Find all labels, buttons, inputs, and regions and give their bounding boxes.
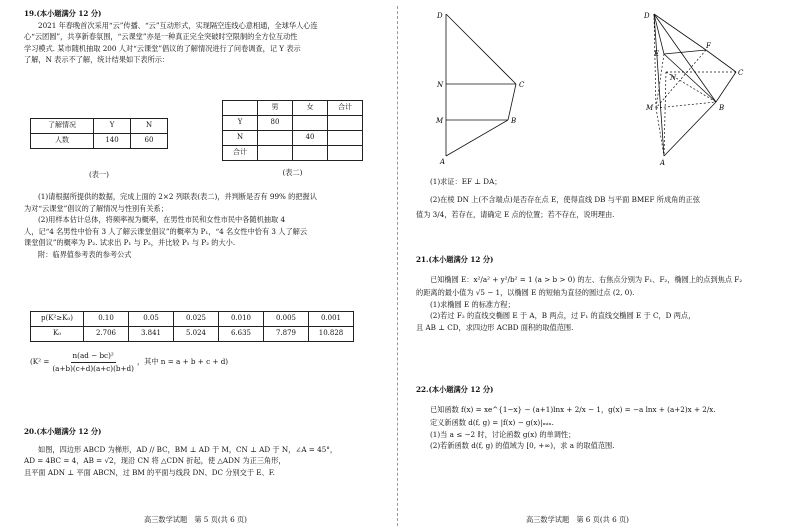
table-cell: Y <box>94 119 131 134</box>
formula-left: (K² = <box>30 357 50 367</box>
q21-line: (1)求椭圆 E 的标准方程； <box>430 299 515 309</box>
table-cell <box>258 146 293 161</box>
q19-intro-line: 2021 年春晚首次采用“云”传播、“云”互动形式，实现隔空连线心意相通，全球华人心连 <box>38 20 318 30</box>
q22-line: 已知函数 f(x) = xe^{1−x} − (a+1)lnx + 2/x − 1，g(x) = −a lnx + (a+2)x + 2/x. <box>430 404 716 414</box>
q19-part2-line: (2)用样本估计总体，将频率视为概率，在男性市民和女性市民中各随机抽取 4 <box>38 215 286 225</box>
table-cell: 0.025 <box>174 312 219 327</box>
table-cell: 0.10 <box>84 312 129 327</box>
question-19 <box>24 8 376 66</box>
critical-value-table <box>30 311 354 342</box>
q21-heading: 21.(本小题满分 12 分) <box>416 255 494 264</box>
table-cell: 0.05 <box>129 312 174 327</box>
table-cell <box>293 146 328 161</box>
table-1-caption: (表一) <box>89 170 109 179</box>
formula-right: ，其中 n = a + b + c + d) <box>136 357 229 367</box>
right-column <box>416 0 774 532</box>
left-column <box>24 0 376 532</box>
formula-fraction <box>52 350 134 374</box>
folded-solid-figure <box>636 6 756 166</box>
table-2-wrap <box>222 100 363 179</box>
table-cell: K₀ <box>31 327 84 342</box>
table-cell: 人数 <box>31 134 94 149</box>
table-cell: 合计 <box>328 101 363 116</box>
q19-intro-line: 心“云团圆”，共享新春氛围，“云课堂”亦是一种真正完全突破时空限制的全方位互动性 <box>24 32 298 42</box>
label-B: B <box>511 117 517 125</box>
q20-line: 且平面 ADN ⊥ 平面 ABCN，过 BM 的平面与线段 DN、DC 分别交于 E、F. <box>24 467 275 477</box>
q20-part-line: 值为 3/4，若存在，请确定 E 点的位置；若不存在，说明理由. <box>416 210 615 220</box>
q20-line: 如图，四边形 ABCD 为梯形，AD // BC，BM ⊥ AD 于 M，CN ⊥ AD 于 N，∠A = 45°， <box>38 444 338 454</box>
label-D: D <box>644 12 650 20</box>
q19-part2-line: 人，记“4 名男性中恰有 3 人了解云课堂倡议”的概率为 P₁，“4 名女性中恰有 3 人了解云 <box>24 226 308 236</box>
table-cell: N <box>131 119 168 134</box>
question-20 <box>24 426 376 478</box>
q19-part1-line: 为对“云课堂”倡议的了解情况与性别有关系； <box>24 203 168 213</box>
table-cell <box>328 131 363 146</box>
chi-square-formula <box>30 350 228 374</box>
q22-line: 定义新函数 d(f, g) = |f(x) − g(x)|ₘᵢₙ. <box>430 418 554 428</box>
q19-intro-line: 学习模式. 某市随机抽取 200 人对“云课堂”倡议的了解情况进行了问卷调查，记 Y 表示 <box>24 43 301 53</box>
table-cell <box>328 116 363 131</box>
table-cell: 女 <box>293 101 328 116</box>
q19-intro-line: 了解，N 表示不了解，统计结果如下表所示： <box>24 55 170 65</box>
table-cell: 0.005 <box>264 312 309 327</box>
appendix-title: 附：临界值参考表的参考公式 <box>38 249 132 259</box>
table-1 <box>30 118 168 149</box>
table-cell: 40 <box>293 131 328 146</box>
q20-line: AD = 4BC = 4，AB = √2，现沿 CN 将 △CDN 折起，使 △ADN 为正三角形， <box>24 456 286 466</box>
label-C: C <box>519 81 525 89</box>
q21-line: 的距离的最小值为 √5 − 1，以椭圆 E 的短轴为直径的圆过点 (2, 0). <box>416 288 635 298</box>
q20-part-line: (2)在棱 DN 上(不含端点)是否存在点 E，使得直线 DB 与平面 BMEF 所成角的正弦 <box>430 194 700 204</box>
formula-numerator: n(ad − bc)² <box>71 350 116 363</box>
page-footer-right: 高三数学试题 第 6 页(共 6 页) <box>526 515 629 525</box>
table-cell <box>258 131 293 146</box>
q22-line: (2)若新函数 d(f, g) 的值域为 [0, +∞)，求 a 的取值范围. <box>430 441 615 451</box>
table-cell: 0.010 <box>219 312 264 327</box>
table-cell: Y <box>223 116 258 131</box>
table-cell: 6.635 <box>219 327 264 342</box>
question-21 <box>416 254 774 333</box>
table-cell: 10.828 <box>309 327 354 342</box>
critical-table-wrap <box>30 311 354 342</box>
table-cell: 男 <box>258 101 293 116</box>
label-M: M <box>436 117 444 125</box>
label-D: D <box>437 12 443 20</box>
q19-part1-line: (1)请根据所提供的数据，完成上面的 2×2 列联表(表二)，并判断是否有 99% 的把握认 <box>38 192 317 201</box>
table-cell: 合计 <box>223 146 258 161</box>
label-E: E <box>654 50 660 58</box>
table-cell <box>223 101 258 116</box>
table-cell <box>293 116 328 131</box>
table-cell: N <box>223 131 258 146</box>
q22-heading: 22.(本小题满分 12 分) <box>416 385 494 394</box>
table-cell <box>328 146 363 161</box>
label-B: B <box>719 104 725 112</box>
table-cell: 3.841 <box>129 327 174 342</box>
q21-line: (2)若过 F₂ 的直线交椭圆 E 于 A，B 两点，过 F₁ 的直线交椭圆 E 于 C，D 两点， <box>430 311 696 321</box>
label-A: A <box>660 159 666 166</box>
q21-line: 且 AB ⊥ CD，求四边形 ACBD 面积的取值范围. <box>416 322 574 332</box>
table-cell: 7.879 <box>264 327 309 342</box>
q22-line: (1)当 a ≤ −2 时，讨论函数 g(x) 的单调性； <box>430 429 576 439</box>
column-divider <box>397 6 398 526</box>
table-cell: 80 <box>258 116 293 131</box>
table-cell: 了解情况 <box>31 119 94 134</box>
label-C: C <box>738 69 744 77</box>
table-2-caption: (表二) <box>282 168 303 177</box>
q19-parts <box>24 191 376 260</box>
table-cell: 0.001 <box>309 312 354 327</box>
table-cell: 5.024 <box>174 327 219 342</box>
question-22 <box>416 384 774 452</box>
label-N: N <box>437 81 444 89</box>
table-cell: 60 <box>131 134 168 149</box>
label-M: M <box>646 104 654 112</box>
q19-part2-line: 课堂倡议”的概率为 P₂. 试求出 P₁ 与 P₂，并比较 P₁ 与 P₂ 的大小. <box>24 238 236 248</box>
table-cell: 140 <box>94 134 131 149</box>
label-A: A <box>440 158 446 166</box>
table-cell: 2.706 <box>84 327 129 342</box>
label-N: N <box>670 74 677 82</box>
table-2 <box>222 100 363 161</box>
q20-parts <box>416 176 774 221</box>
formula-denominator: (a+b)(c+d)(a+c)(b+d) <box>52 363 134 373</box>
page-footer-left: 高三数学试题 第 5 页(共 6 页) <box>144 515 247 525</box>
q21-line: 已知椭圆 E：x²/a² + y²/b² = 1 (a > b > 0) 的左、右焦点分别为 F₁、F₂，椭圆上的点到焦点 F₂ <box>430 274 743 284</box>
trapezoid-figure <box>426 6 546 166</box>
q20-part-line: (1)求证：EF ⊥ DA； <box>430 177 502 186</box>
table-cell: p(K²≥K₀) <box>31 312 84 327</box>
table-1-wrap <box>30 118 168 181</box>
label-F: F <box>706 42 711 50</box>
q19-heading: 19.(本小题满分 12 分) <box>24 9 102 18</box>
q20-heading: 20.(本小题满分 12 分) <box>24 427 102 436</box>
